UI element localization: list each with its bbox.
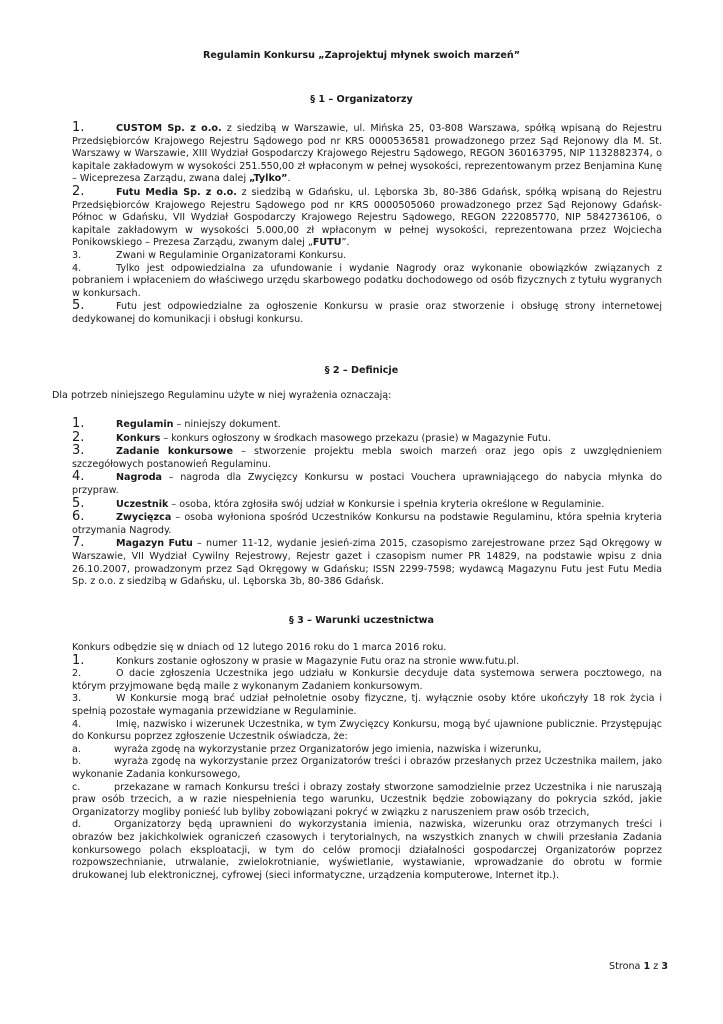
sub-list-item: d. Organizatorzy będą uprawnieni do wykorzystania imienia, nazwiska, wizerunku oraz otrzymanych treści i obrazów bez jakichkolwiek ograniczeń czasowych i terytorialnych, na wszystkich znanych w chwili przesłania Zadania konkursowego polach eksploatacji, w tym do celów promocji działalności gospodarczej Organizatorów poprzez rozpowszechnianie, utrwalanie, zwielokrotnianie, wyświetlanie, wystawianie, wprowadzanie do obrotu w formie drukowanej lub elektronicznej, cyfrowej (sieci informatyczne, urządzenia komputerowe, Internet itp.). [72,819,662,881]
list-item: 2. Futu Media Sp. z o.o. z siedzibą w Gdańsku, ul. Lęborska 3b, 80-386 Gdańsk, spółką wpisaną do Rejestru Przedsiębiorców Krajowego Rejestru Sądowego pod nr KRS 0000505060 prowadzonego przez Sąd Rejonowy Gdańsk-Północ w Gdańsku, VII Wydział Gospodarczy Krajowego Rejestru Sądowego, REGON 222085770, NIP 5842736106, o kapitale zakładowym w wysokości 5.000,00 zł wpłaconym w pełnej wysokości, reprezentowana przez Wojciecha Ponikowskiego – Prezesa Zarządu, zwanym dalej „FUTU”. [72,183,662,249]
list-item: 4. Imię, nazwisko i wizerunek Uczestnika, w tym Zwycięzcy Konkursu, mogą być ujawnione publicznie. Przystępując do Konkursu poprzez zgłoszenie Uczestnik oświadcza, że: [72,718,662,743]
list-item: 4. Tylko jest odpowiedzialna za ufundowanie i wydanie Nagrody oraz wykonanie obowiązków związanych z pobraniem i wpłaceniem do właściwego urzędu skarbowego podatku dochodowego od osób fizycznych z tytułu wygranych w konkursach. [72,262,662,299]
section-3-heading: § 3 – Warunki uczestnictwa [288,615,435,626]
section-2-intro: Dla potrzeb niniejszego Regulaminu użyte w niej wyrażenia oznaczają: [52,390,392,401]
list-item: 3. Zwani w Regulaminie Organizatorami Konkursu. [72,249,347,261]
page-number: 1 [643,961,651,972]
list-item: 4. Nagroda – nagroda dla Zwycięzcy Konkursu w postaci Vouchera uprawniającego do nabycia młynka do przypraw. [72,469,662,496]
list-item: 1. Konkurs zostanie ogłoszony w prasie w Magazynie Futu oraz na stronie www.futu.pl. [72,652,520,668]
list-item: 6. Zwycięzca – osoba wyłoniona spośród Uczestników Konkursu na podstawie Regulaminu, która spełnia kryteria otrzymania Nagrody. [72,509,662,536]
page-footer: Strona 1 z 3 [609,961,668,972]
page-total: 3 [661,961,668,972]
sub-list-item: a. wyraża zgodę na wykorzystanie przez Organizatorów jego imienia, nazwiska i wizerunku, [72,743,542,755]
section-1-body [72,122,662,327]
sub-list-item: b. wyraża zgodę na wykorzystanie przez Organizatorów treści i obrazów przesłanych przez Uczestnika mailem, jako wykonanie Zadania konkursowego, [72,756,662,780]
list-item: 3. Zadanie konkursowe – stworzenie projektu mebla swoich marzeń oraz jego opis z uwzględnieniem szczegółowych postanowień Regulaminu. [72,443,662,470]
list-item: 1. CUSTOM Sp. z o.o. z siedzibą w Warszawie, ul. Mińska 25, 03-808 Warszawa, spółką wpisaną do Rejestru Przedsiębiorców Krajowego Rejestru Sądowego pod nr KRS 0000536581 prowadzonego przez Sąd Rejonowy dla M. St. Warszawy w Warszawie, XIII Wydział Gospodarczy Krajowego Rejestru Sądowego, REGON 360163795, NIP 1132882374, o kapitale zakładowym w wysokości 251.550,00 zł wpłaconym w pełnej wysokości, reprezentowanym przez Benjamina Kunę – Wiceprezesa Zarządu, zwana dalej „Tylko”. [72,120,663,185]
list-item: 2. Konkurs – konkurs ogłoszony w środkach masowego przekazu (prasie) w Magazynie Futu. [72,429,551,445]
document-title: Regulamin Konkursu „Zaprojektuj młynek swoich marzeń” [202,50,521,61]
section-2-heading: § 2 – Definicje [324,365,399,376]
list-item: 7. Magazyn Futu – numer 11-12, wydanie jesień-zima 2015, czasopismo zarejestrowane przez Sąd Okręgowy w Warszawie, VII Wydział Cywilny Rejestrowy, Rejestr gazet i czasopism numer PR 14829, na podstawie wpisu z dnia 26.10.2007, prowadzonym przez Sąd Okręgowy w Gdańsku; ISSN 2299-7598; wydawcą Magazynu Futu jest Futu Media Sp. z o.o. z siedzibą w Gdańsku, ul. Lęborska 3b, 80-386 Gdańsk. [72,535,662,588]
section-3-intro: Konkurs odbędzie się w dniach od 12 lutego 2016 roku do 1 marca 2016 roku. [72,642,447,653]
list-item: 1. Regulamin – niniejszy dokument. [72,416,281,431]
list-item: 5. Uczestnik – osoba, która zgłosiła swój udział w Konkursie i spełnia kryteria określone w Regulaminie. [72,495,605,511]
list-item: 3. W Konkursie mogą brać udział pełnoletnie osoby fizyczne, tj. wyłącznie osoby które ukończyły 18 rok życia i spełnią pozostałe wymagania przewidziane w Regulaminie. [72,693,662,717]
list-item: 5. Futu jest odpowiedzialne za ogłoszenie Konkursu w prasie oraz stworzenie i obsługę strony internetowej dedykowanej do komunikacji i obsługi konkursu. [72,298,662,325]
section-2-body [72,418,662,589]
section-3-body [72,642,662,882]
section-1-heading: § 1 – Organizatorzy [310,94,413,105]
list-item: 2. O dacie zgłoszenia Uczestnika jego udziału w Konkursie decyduje data systemowa serwera pocztowego, na którym przyjmowane będą maile z wykonanym Zadaniem konkursowym. [72,668,662,692]
sub-list-item: c. przekazane w ramach Konkursu treści i obrazy zostały stworzone samodzielnie przez Uczestnika i nie naruszają praw osób trzecich, a w razie niespełnienia tego warunku, Uczestnik będzie zobowiązany do pokrycia szkód, jakie Organizatorzy mogliby ponieść lub byliby zobowiązani pokryć w związku z naruszeniem praw osób trzecich, [72,781,662,818]
